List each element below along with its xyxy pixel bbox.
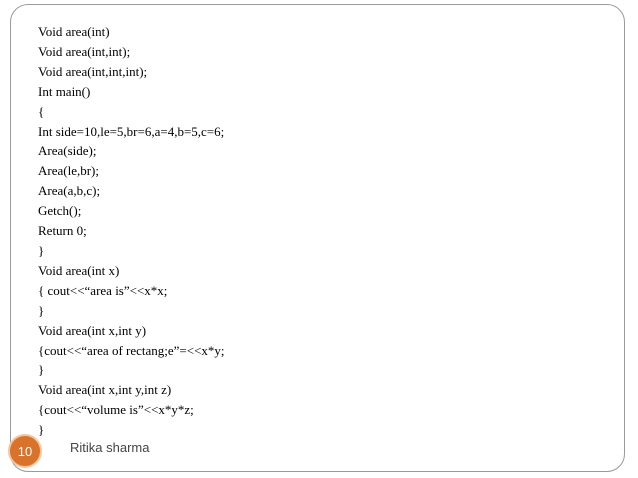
- code-line: Area(a,b,c);: [38, 183, 101, 199]
- code-line: }: [38, 302, 45, 318]
- code-line: Void area(int,int);: [38, 43, 131, 59]
- code-line: Int main(): [38, 83, 91, 99]
- code-line: Getch();: [38, 203, 82, 219]
- code-line: }: [38, 242, 45, 258]
- footer-author: Ritika sharma: [70, 440, 150, 455]
- code-line: {: [38, 103, 45, 119]
- code-line: Return 0;: [38, 223, 87, 239]
- code-line: }: [38, 362, 45, 378]
- code-line: { cout<<“area is”<<x*x;: [38, 282, 168, 298]
- code-line: {cout<<“area of rectang;e”=<<x*y;: [38, 342, 225, 358]
- code-line: }: [38, 422, 45, 438]
- code-line: Area(le,br);: [38, 163, 99, 179]
- code-line: Void area(int x,int y): [38, 322, 147, 338]
- code-line: Void area(int): [38, 24, 110, 39]
- code-line: Area(side);: [38, 143, 97, 159]
- code-line: {cout<<“volume is”<<x*y*z;: [38, 402, 194, 418]
- code-line: Int side=10,le=5,br=6,a=4,b=5,c=6;: [38, 123, 225, 139]
- code-line: Void area(int,int,int);: [38, 63, 148, 79]
- code-line: Void area(int x,int y,int z): [38, 382, 172, 398]
- page-number-badge: 10: [8, 434, 42, 468]
- code-line: Void area(int x): [38, 262, 120, 278]
- code-listing: [38, 22, 225, 440]
